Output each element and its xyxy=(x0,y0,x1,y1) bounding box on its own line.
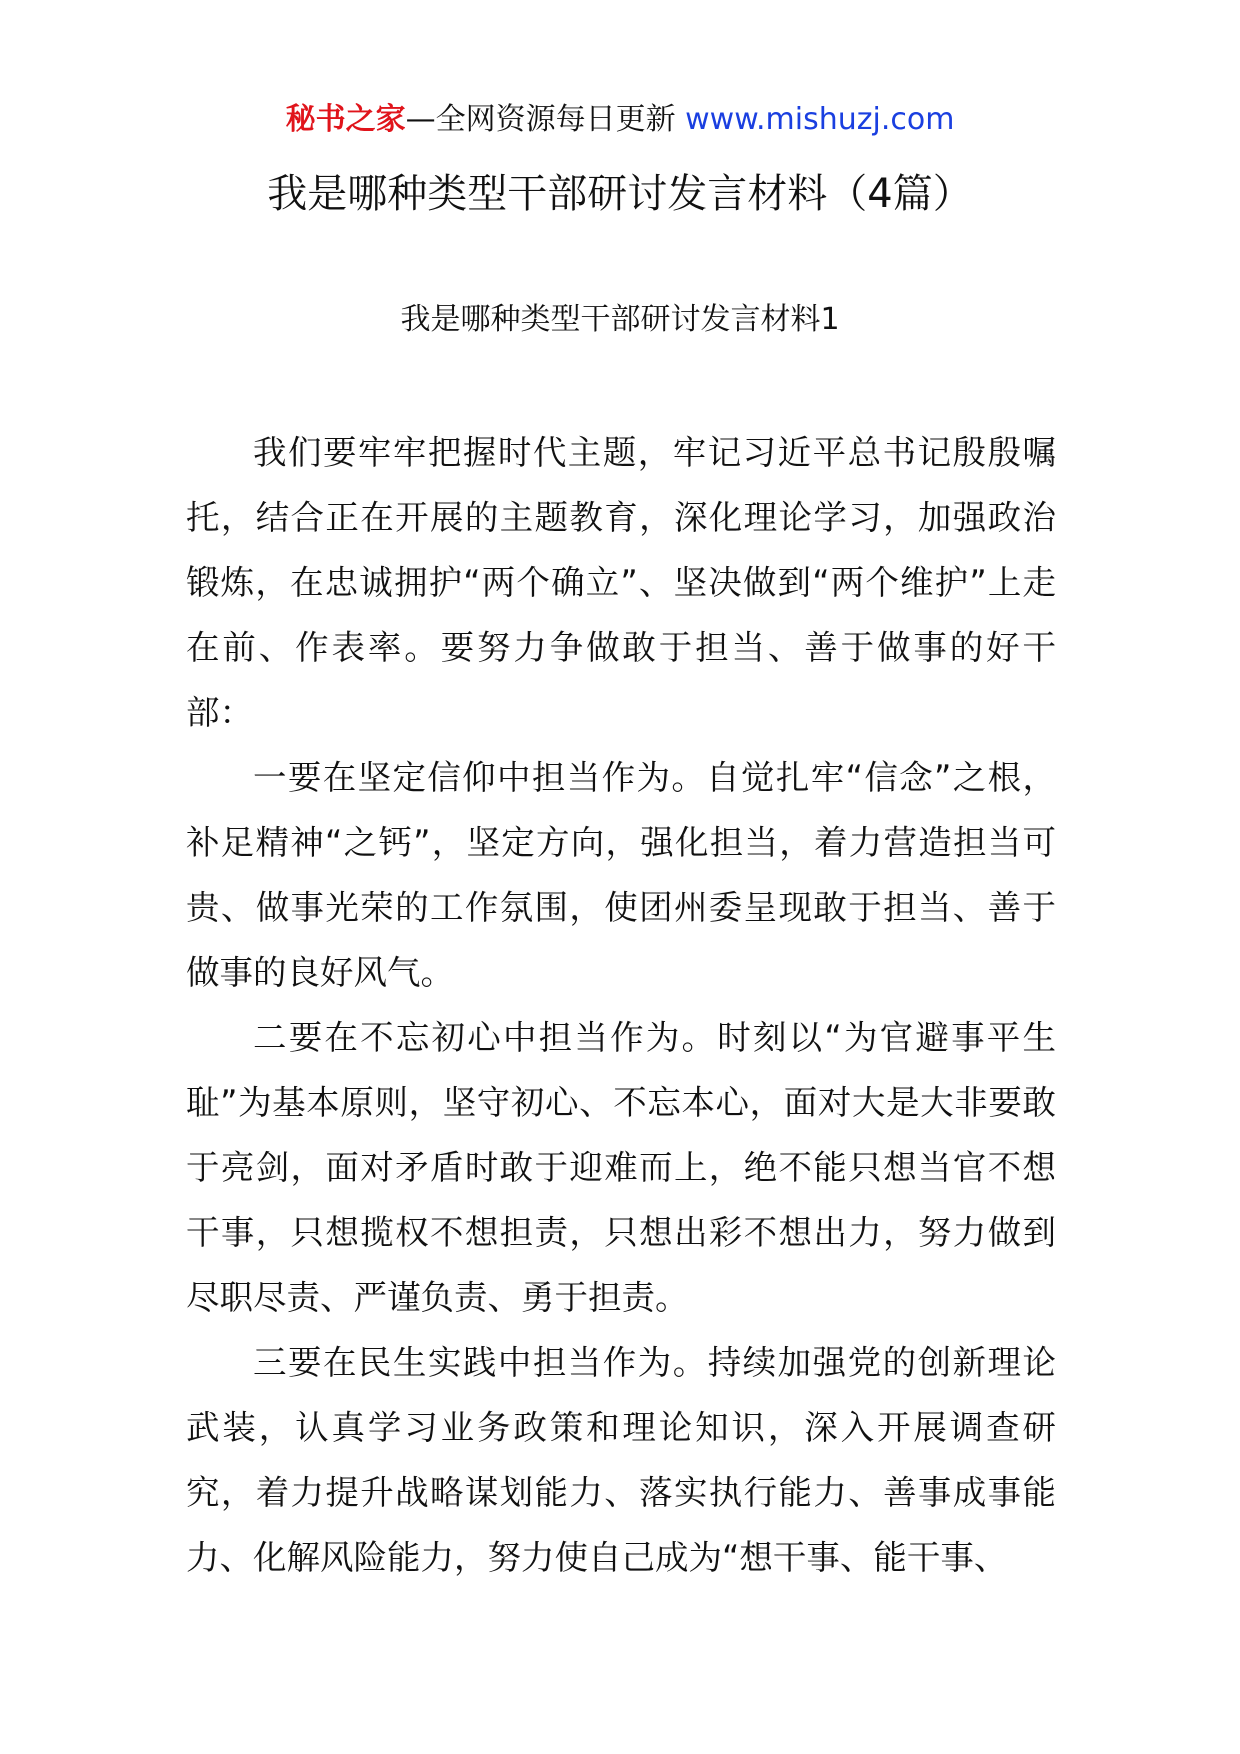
site-header xyxy=(0,100,1240,140)
paragraph: 一要在坚定信仰中担当作为。自觉扎牢“信念”之根，补足精神“之钙”，坚定方向，强化担当，着力营造担当可贵、做事光荣的工作氛围，使团州委呈现敢于担当、善于做事的良好风气。 xyxy=(186,758,1056,992)
site-url-link[interactable]: www.mishuzj.com xyxy=(685,102,955,137)
paragraph: 二要在不忘初心中担当作为。时刻以“为官避事平生耻”为基本原则，坚守初心、不忘本心，面对大是大非要敢于亮剑，面对矛盾时敢于迎难而上，绝不能只想当官不想干事，只想揽权不想担责，只想出彩不想出力，努力做到尽职尽责、严谨负责、勇于担责。 xyxy=(186,1018,1056,1317)
paragraph: 我们要牢牢把握时代主题，牢记习近平总书记殷殷嘱托，结合正在开展的主题教育，深化理论学习，加强政治锻炼，在忠诚拥护“两个确立”、坚决做到“两个维护”上走在前、作表率。要努力争做敢于担当、善于做事的好干部： xyxy=(186,433,1056,732)
site-tagline: —全网资源每日更新 xyxy=(405,102,686,137)
document-body xyxy=(186,420,1056,1590)
section-title: 我是哪种类型干部研讨发言材料1 xyxy=(400,302,840,337)
document-title: 我是哪种类型干部研讨发言材料（4篇） xyxy=(267,171,973,217)
site-brand: 秘书之家 xyxy=(285,102,406,137)
paragraph: 三要在民生实践中担当作为。持续加强党的创新理论武装，认真学习业务政策和理论知识，深入开展调查研究，着力提升战略谋划能力、落实执行能力、善事成事能力、化解风险能力，努力使自己成为“想干事、能干事、 xyxy=(186,1343,1056,1577)
